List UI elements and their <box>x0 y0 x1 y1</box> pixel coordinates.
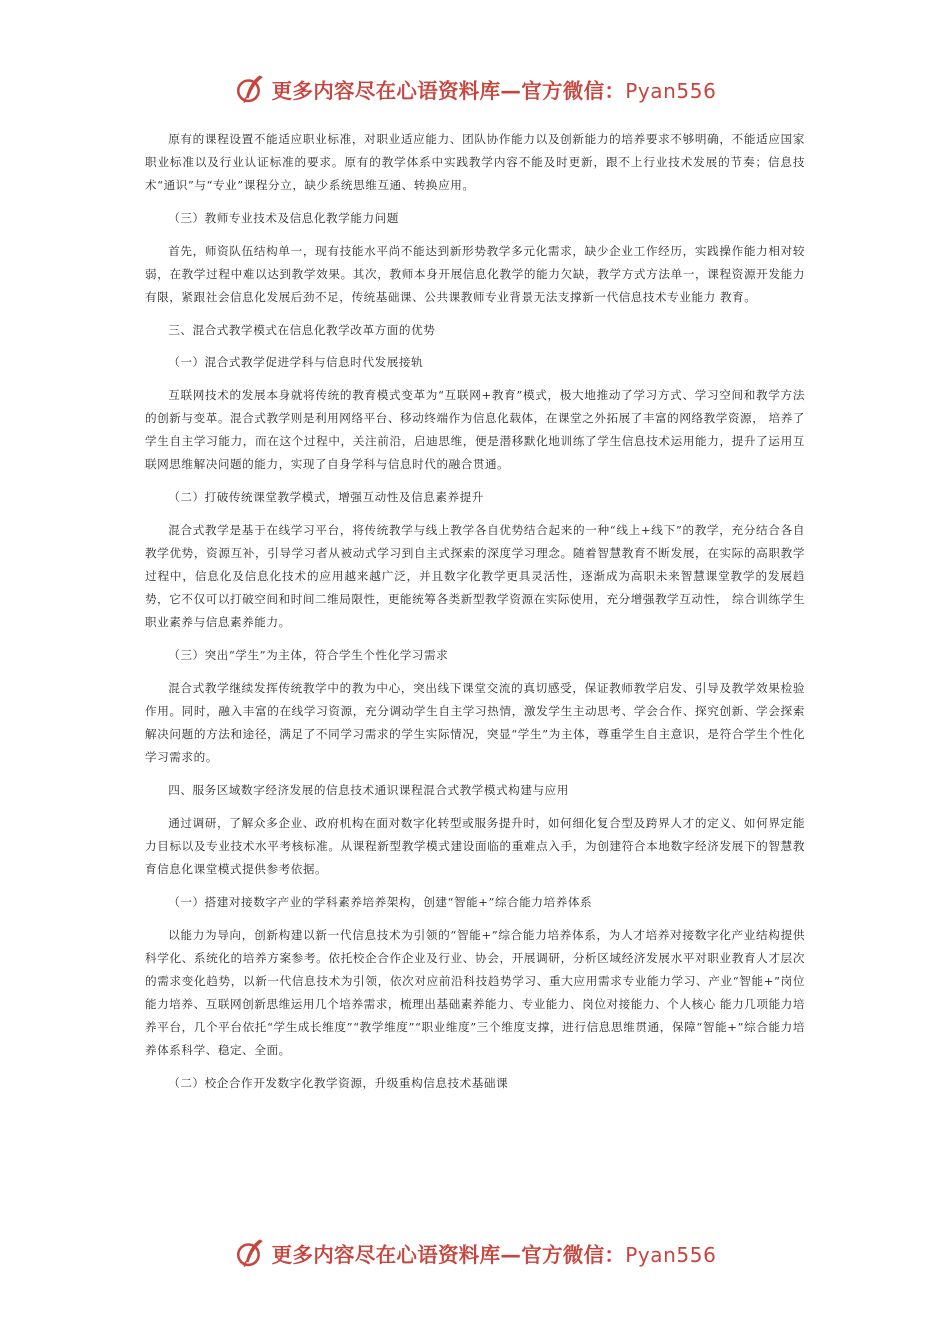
quill-pen-circle-icon <box>234 1236 268 1270</box>
body-paragraph: 以能力为导向，创新构建以新一代信息技术为引领的“智能+”综合能力培养体系，为人才培养对接数字化产业结构提供科学化、系统化的培养方案参考。依托校企合作企业及行业、协会，开展调研，分析区域经济发展水平对职业教育人才层次的需求变化趋势，以新一代信息技术为引领，依次对应前沿科技趋势学习、重大应用需求专业能力学习、产业“智能+”岗位能力培养、互联网创新思维运用几个培养需求，梳理出基础素养能力、专业能力、岗位对接能力、个人核心 能力几项能力培养平台，几个平台依托“学生成长维度”“教学维度”“职业维度”三个维度支撑，进行信息思维贯通，保障“智能+”综合能力培养体系科学、稳定、全面。 <box>145 928 806 1057</box>
body-paragraph: 混合式教学继续发挥传统教学中的教为中心，突出线下课堂交流的真切感受，保证教师教学启发、引导及教学效果检验作用。同时，融入丰富的在线学习资源，充分调动学生自主学习热情，激发学生主动思考、学会合作、探究创新、学会探索解决问题的方法和途径，满足了不同学习需求的学生实际情况，突显“学生”为主体，尊重学生自主意识，是符合学生个性化学习需求的。 <box>145 681 805 764</box>
section-heading: （三）突出“学生”为主体，符合学生个性化学习需求 <box>168 648 449 662</box>
section-heading: 三、混合式教学模式在信息化教学改革方面的优势 <box>168 323 436 337</box>
body-paragraph: 互联网技术的发展本身就将传统的教育模式变革为“互联网+教育”模式，极大地推动了学习方式、学习空间和教学方法的创新与变革。混合式教学则是利用网络平台、移动终端作为信息化载体，在课堂之外拓展了丰富的网络教学资源， 培养了学生自主学习能力，而在这个过程中，关注前沿，启迪思维，便是潜移默化地训练了学生信息技术运用能力，提升了运用互联网思维解决问题的能力，实现了自身学科与信息时代的融合贯通。 <box>145 388 806 471</box>
header-banner-text: 更多内容尽在心语资料库—官方微信：Pyan556 <box>271 79 717 103</box>
section-heading: （一）混合式教学促进学科与信息时代发展接轨 <box>168 355 424 369</box>
section-heading: （三）教师专业技术及信息化教学能力问题 <box>168 211 399 225</box>
body-paragraph: 原有的课程设置不能适应职业标准，对职业适应能力、团队协作能力以及创新能力的培养要求不够明确，不能适应国家职业标准以及行业认证标准的要求。原有的教学体系中实践教学内容不能及时更新，跟不上行业技术发展的节奏；信息技术“通识”与“专业”课程分立，缺少系统思维互通、转换应用。 <box>145 132 805 192</box>
section-heading: （一）搭建对接数字产业的学科素养培养架构，创建“智能+”综合能力培养体系 <box>168 895 593 909</box>
quill-pen-circle-icon <box>234 72 268 106</box>
body-paragraph: 通过调研，了解众多企业、政府机构在面对数字化转型或服务提升时，如何细化复合型及跨界人才的定义、如何界定能力目标以及专业技术水平考核标准。从课程新型教学模式建设面临的重难点入手，为创建符合本地数字经济发展下的智慧教育信息化课堂模式提供参考依据。 <box>145 816 805 876</box>
footer-banner <box>0 1236 950 1270</box>
footer-banner-text: 更多内容尽在心语资料库—官方微信：Pyan556 <box>271 1243 717 1267</box>
section-heading: （二）打破传统课堂教学模式，增强互动性及信息素养提升 <box>168 490 484 504</box>
document-body <box>145 128 805 1095</box>
section-heading: 四、服务区域数字经济发展的信息技术通识课程混合式教学模式构建与应用 <box>168 783 569 797</box>
section-heading: （二）校企合作开发数字化教学资源，升级重构信息技术基础课 <box>168 1076 509 1090</box>
header-banner <box>0 72 950 106</box>
body-paragraph: 首先，师资队伍结构单一，现有技能水平尚不能达到新形势教学多元化需求，缺少企业工作经历，实践操作能力相对较弱，在教学过程中难以达到教学效果。其次，教师本身开展信息化教学的能力欠缺，教学方式方法单一，课程资源开发能力有限，紧跟社会信息化发展后劲不足，传统基础课、公共课教师专业背景无法支撑新一代信息技术专业能力 教育。 <box>145 244 805 304</box>
body-paragraph: 混合式教学是基于在线学习平台，将传统教学与线上教学各自优势结合起来的一种“线上+线下”的教学，充分结合各自教学优势，资源互补，引导学习者从被动式学习到自主式探索的深度学习理念。随着智慧教育不断发展，在实际的高职教学过程中，信息化及信息化技术的应用越来越广泛，并且数字化教学更具灵活性，逐渐成为高职未来智慧课堂教学的发展趋势，它不仅可以打破空间和时间二维局限性，更能统筹各类新型教学资源在实际使用，充分增强教学互动性， 综合训练学生职业素养与信息素养能力。 <box>145 523 806 629</box>
